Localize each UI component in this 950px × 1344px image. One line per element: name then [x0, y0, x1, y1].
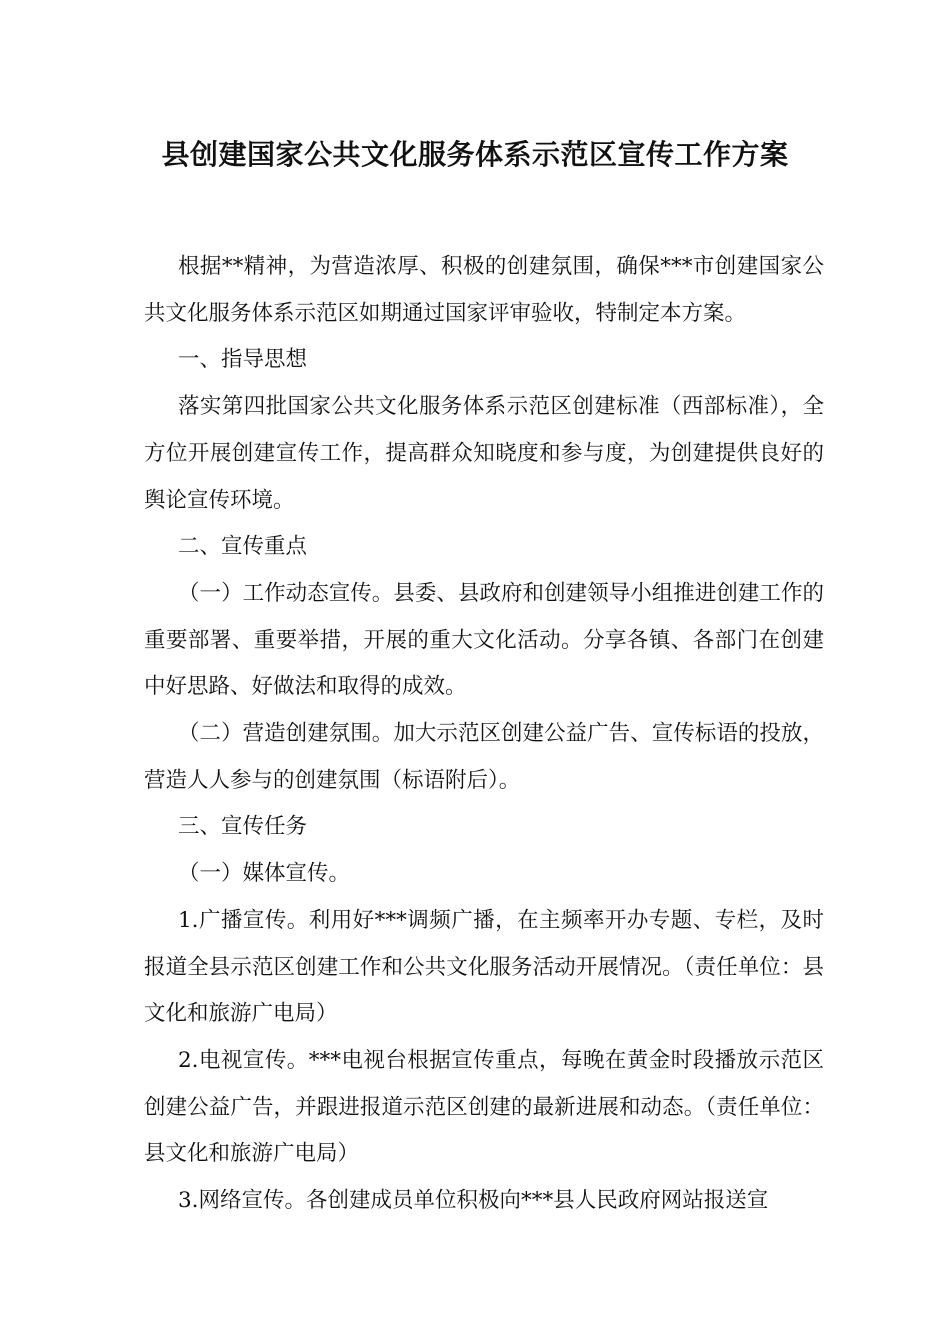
intro-paragraph: 根据**精神，为营造浓厚、积极的创建氛围，确保***市创建国家公共文化服务体系示范区如期通过国家评审验收，特制定本方案。: [144, 254, 824, 326]
section-heading-publicity-tasks: 三、宣传任务: [178, 814, 308, 840]
task-item-television: 2.电视宣传。***电视台根据宣传重点，每晚在黄金时段播放示范区创建公益广告，并跟进报道示范区创建的最新进展和动态。（责任单位：县文化和旅游广电局）: [144, 1047, 824, 1167]
section-heading-publicity-focus: 二、宣传重点: [178, 534, 308, 560]
document-title: 县创建国家公共文化服务体系示范区宣传工作方案: [161, 138, 789, 171]
task-item-internet: 3.网络宣传。各创建成员单位积极向***县人民政府网站报送宣: [178, 1188, 769, 1214]
focus-item-atmosphere: （二）营造创建氛围。加大示范区创建公益广告、宣传标语的投放，营造人人参与的创建氛围（标语附后）。: [144, 721, 824, 793]
section-heading-guiding-thought: 一、指导思想: [178, 347, 308, 373]
document-body: [144, 244, 824, 1225]
subsection-heading-media: （一）媒体宣传。: [178, 861, 351, 887]
focus-item-work-dynamics: （一）工作动态宣传。县委、县政府和创建领导小组推进创建工作的重要部署、重要举措，开展的重大文化活动。分享各镇、各部门在创建中好思路、好做法和取得的成效。: [144, 580, 824, 700]
task-item-radio: 1.广播宣传。利用好***调频广播，在主频率开办专题、专栏，及时报道全县示范区创建工作和公共文化服务活动开展情况。（责任单位：县文化和旅游广电局）: [144, 907, 824, 1027]
guiding-thought-paragraph: 落实第四批国家公共文化服务体系示范区创建标准（西部标准），全方位开展创建宣传工作，提高群众知晓度和参与度，为创建提供良好的舆论宣传环境。: [144, 394, 824, 513]
